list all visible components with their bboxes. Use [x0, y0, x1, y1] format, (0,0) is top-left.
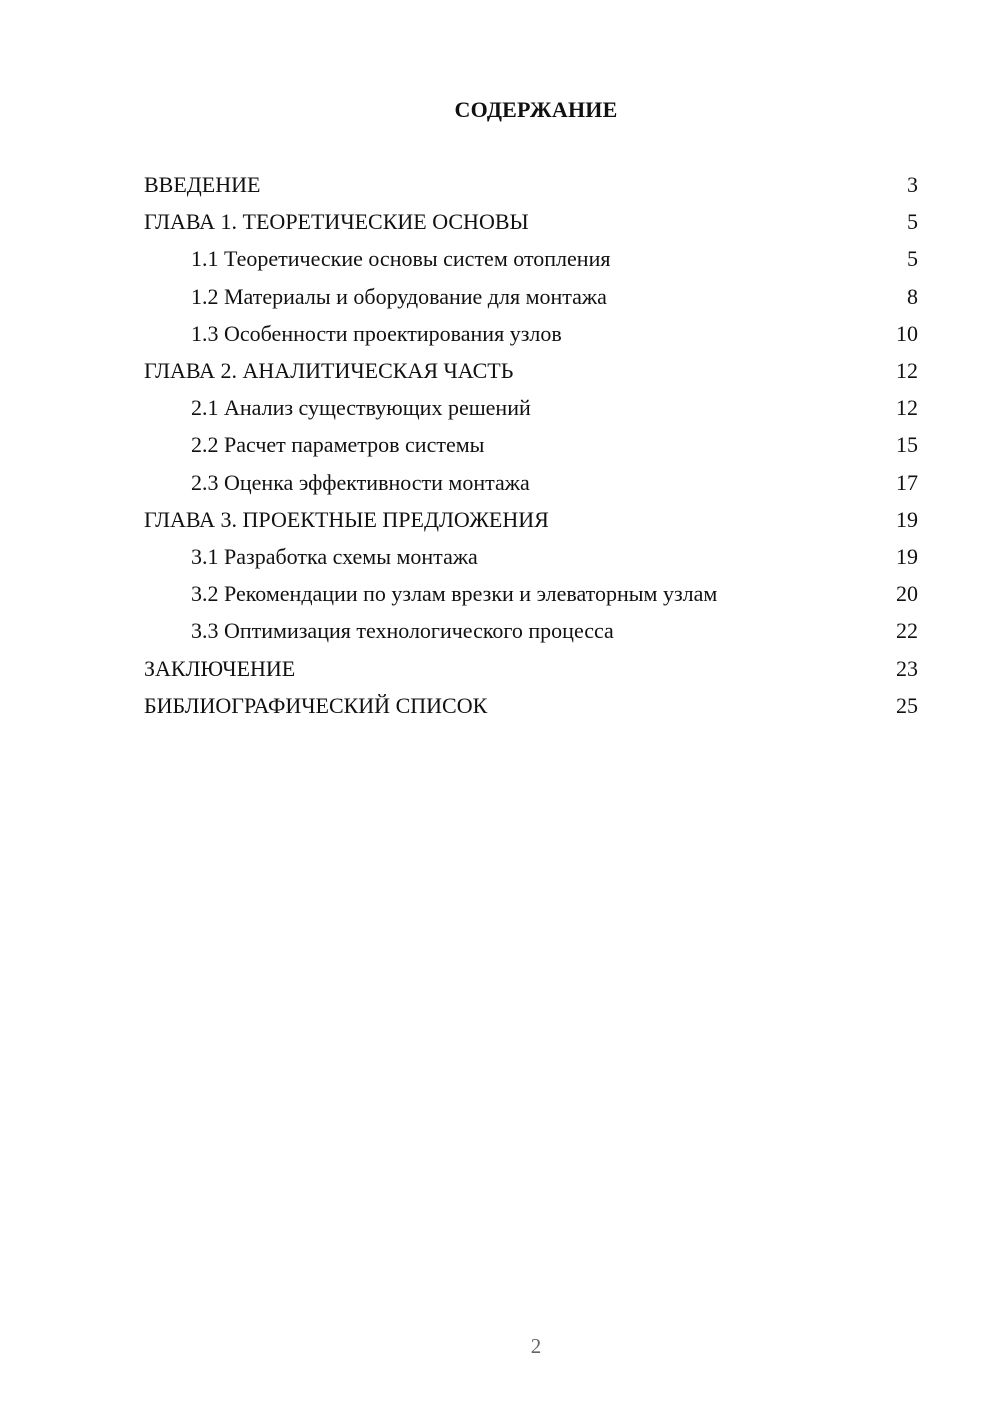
toc-entry[interactable] — [144, 240, 918, 277]
toc-entry[interactable] — [144, 538, 918, 575]
toc-entry[interactable] — [144, 464, 918, 501]
toc-entry[interactable] — [144, 649, 918, 686]
toc-entry-page: 19 — [896, 506, 918, 532]
toc-entry-title: 2.1 Анализ существующих решений — [191, 395, 531, 421]
toc-entry-title: ЗАКЛЮЧЕНИЕ — [144, 655, 296, 681]
toc-entry[interactable] — [144, 687, 918, 724]
toc-entry-page: 17 — [896, 469, 918, 495]
toc-entry-title: ГЛАВА 3. ПРОЕКТНЫЕ ПРЕДЛОЖЕНИЯ — [144, 506, 549, 532]
toc-entry[interactable] — [144, 166, 918, 203]
toc-entry[interactable] — [144, 575, 918, 612]
toc-entry-page: 20 — [896, 581, 918, 607]
toc-entry-page: 12 — [896, 358, 918, 384]
toc-entry-page: 5 — [907, 209, 918, 235]
toc-list — [144, 166, 918, 724]
toc-entry-title: 3.1 Разработка схемы монтажа — [191, 543, 478, 569]
toc-entry[interactable] — [144, 389, 918, 426]
toc-entry-title: 2.2 Расчет параметров системы — [191, 432, 485, 458]
toc-entry-page: 5 — [907, 246, 918, 272]
toc-entry-page: 15 — [896, 432, 918, 458]
toc-entry-page: 25 — [896, 692, 918, 718]
toc-entry[interactable] — [144, 426, 918, 463]
toc-entry-page: 12 — [896, 395, 918, 421]
toc-entry-page: 19 — [896, 543, 918, 569]
toc-entry-page: 3 — [907, 172, 918, 198]
toc-entry-title: ГЛАВА 2. АНАЛИТИЧЕСКАЯ ЧАСТЬ — [144, 358, 514, 384]
toc-entry[interactable] — [144, 315, 918, 352]
toc-entry-title: БИБЛИОГРАФИЧЕСКИЙ СПИСОК — [144, 692, 488, 718]
page-number: 2 — [530, 1334, 542, 1358]
toc-heading: СОДЕРЖАНИЕ — [454, 97, 618, 122]
toc-entry-title: ГЛАВА 1. ТЕОРЕТИЧЕСКИЕ ОСНОВЫ — [144, 209, 529, 235]
toc-entry[interactable] — [144, 278, 918, 315]
toc-entry-title: 1.2 Материалы и оборудование для монтажа — [191, 283, 607, 309]
toc-entry[interactable] — [144, 612, 918, 649]
toc-entry-page: 23 — [896, 655, 918, 681]
toc-entry-title: 1.3 Особенности проектирования узлов — [191, 320, 562, 346]
toc-entry[interactable] — [144, 501, 918, 538]
toc-entry-page: 10 — [896, 320, 918, 346]
toc-entry[interactable] — [144, 203, 918, 240]
toc-entry-page: 8 — [907, 283, 918, 309]
toc-entry-title: 1.1 Теоретические основы систем отопления — [191, 246, 611, 272]
toc-entry-title: 3.3 Оптимизация технологического процесса — [191, 618, 614, 644]
toc-entry-title: ВВЕДЕНИЕ — [144, 172, 261, 198]
toc-entry[interactable] — [144, 352, 918, 389]
toc-entry-page: 22 — [896, 618, 918, 644]
toc-entry-title: 3.2 Рекомендации по узлам врезки и элеваторным узлам — [191, 581, 718, 607]
toc-entry-title: 2.3 Оценка эффективности монтажа — [191, 469, 530, 495]
